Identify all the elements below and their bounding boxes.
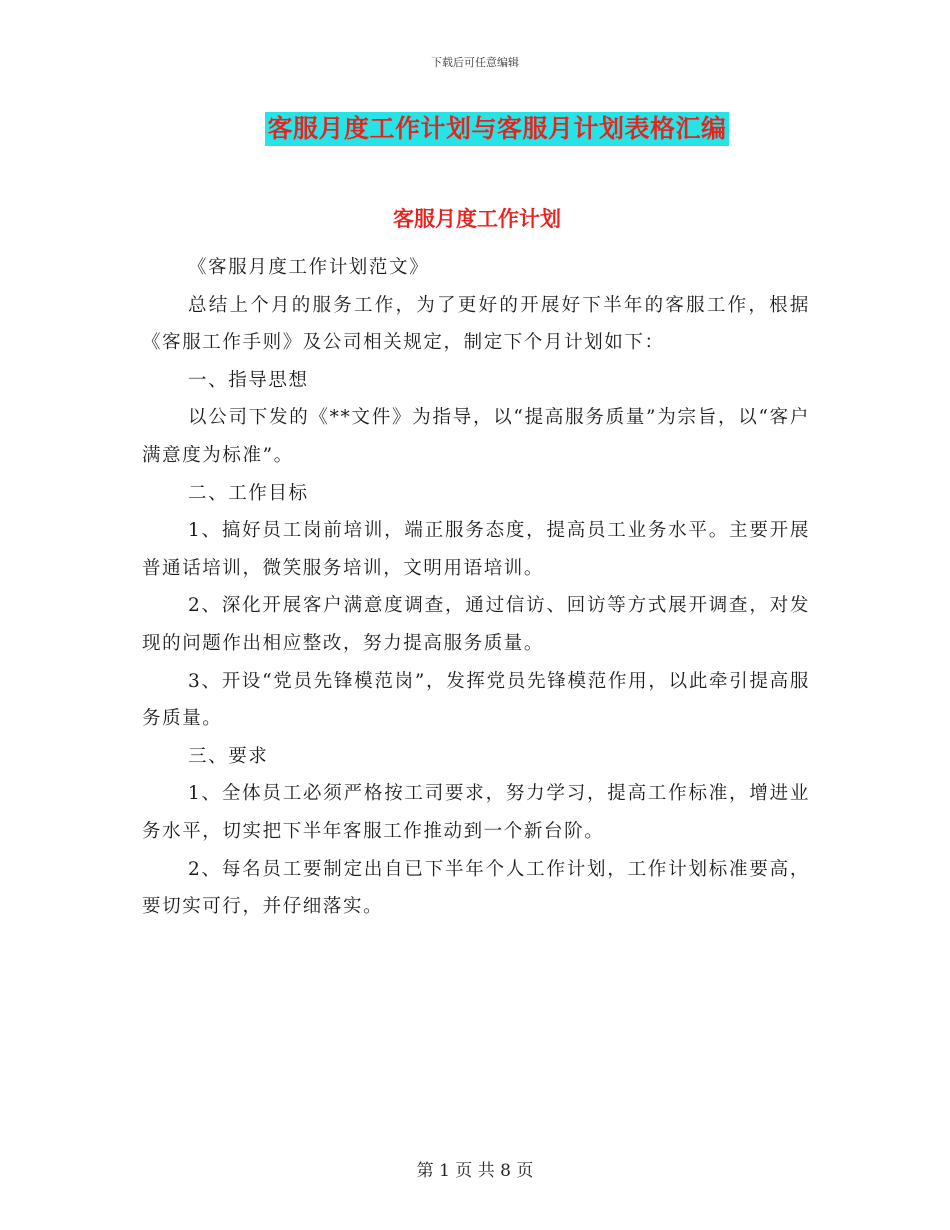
paragraph-guiding-idea: 以公司下发的《**文件》为指导，以“提高服务质量”为宗旨，以“客户满意度为标准”。: [142, 407, 810, 466]
paragraph-intro: 总结上个月的服务工作，为了更好的开展好下半年的客服工作，根据《客服工作手则》及公司相关规定，制定下个月计划如下：: [142, 294, 810, 354]
section-heading-work-goals: 二、工作目标: [188, 482, 309, 504]
header-note: 下载后可任意编辑: [431, 56, 519, 69]
main-title-container: [0, 112, 950, 146]
paragraph-goal-3: 3、开设“党员先锋模范岗”，发挥党员先锋模范作用，以此牵引提高服务质量。: [142, 670, 810, 730]
sub-title: 客服月度工作计划: [393, 207, 561, 231]
document-body: [142, 249, 810, 926]
section-heading-guiding-idea: 一、指导思想: [188, 369, 309, 391]
paragraph-goal-2: 2、深化开展客户满意度调查，通过信访、回访等方式展开调查，对发现的问题作出相应整改，努力提高服务质量。: [142, 595, 810, 654]
paragraph-requirement-1: 1、全体员工必须严格按工司要求，努力学习，提高工作标准，增进业务水平，切实把下半年客服工作推动到一个新台阶。: [142, 783, 810, 842]
page-footer: 第 1 页 共 8 页: [416, 1161, 534, 1181]
paragraph-goal-1: 1、搞好员工岗前培训，端正服务态度，提高员工业务水平。主要开展普通话培训，微笑服务培训，文明用语培训。: [142, 520, 810, 579]
paragraph-requirement-2: 2、每名员工要制定出自已下半年个人工作计划，工作计划标准要高，要切实可行，并仔细落实。: [142, 858, 810, 918]
section-heading-requirements: 三、要求: [188, 745, 269, 767]
main-title: 客服月度工作计划与客服月计划表格汇编: [265, 112, 728, 146]
paragraph-sample-title: 《客服月度工作计划范文》: [188, 257, 430, 278]
